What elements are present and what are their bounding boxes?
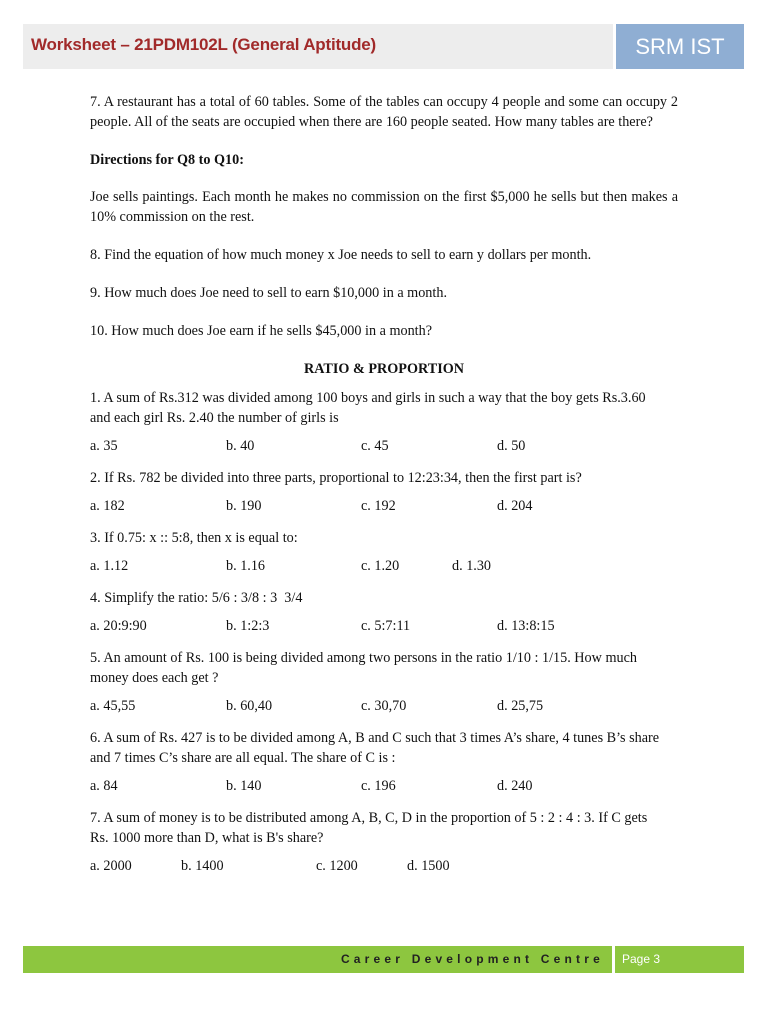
question-text: 4. Simplify the ratio: 5/6 : 3/8 : 3 3/4: [90, 590, 303, 606]
question-text: 2. If Rs. 782 be divided into three parts, proportional to 12:23:34, then the first part is?: [90, 470, 582, 486]
option-a: a. 1.12: [90, 558, 129, 574]
directions-passage: Joe sells paintings. Each month he makes no commission on the first $5,000 he sells but then makes a 10% commission on the rest.: [90, 189, 678, 225]
option-b: b. 1:2:3: [226, 618, 270, 634]
question-text: 6. A sum of Rs. 427 is to be divided among A, B and C such that 3 times A’s share, 4 tunes B’s share and 7 times C’s share are all equal. The share of C is :: [90, 730, 660, 766]
option-a: a. 20:9:90: [90, 618, 147, 634]
ratio-question-4: [90, 588, 678, 638]
option-d: d. 1500: [407, 858, 450, 874]
option-c: c. 30,70: [361, 698, 407, 714]
ratio-question-7: [90, 808, 678, 878]
option-b: b. 1400: [181, 858, 224, 874]
page-header: [23, 24, 744, 69]
answer-options: [90, 498, 678, 518]
answer-options: [90, 858, 678, 878]
answer-options: [90, 698, 678, 718]
option-d: d. 240: [497, 778, 533, 794]
option-c: c. 1200: [316, 858, 358, 874]
ratio-question-6: [90, 728, 678, 798]
ratio-question-5: [90, 648, 678, 718]
career-centre-label: Career Development Centre: [340, 952, 604, 966]
page-footer: [23, 946, 744, 973]
option-b: b. 140: [226, 778, 262, 794]
question-8-text: 8. Find the equation of how much money x Joe needs to sell to earn y dollars per month.: [90, 247, 592, 263]
directions-heading: Directions for Q8 to Q10:: [90, 152, 244, 168]
ratio-question-1: [90, 388, 678, 458]
question-9-text: 9. How much does Joe need to sell to earn $10,000 in a month.: [90, 285, 447, 301]
option-b: b. 190: [226, 498, 262, 514]
option-c: c. 196: [361, 778, 396, 794]
answer-options: [90, 778, 678, 798]
answer-options: [90, 618, 678, 638]
question-10-text: 10. How much does Joe earn if he sells $45,000 in a month?: [90, 323, 433, 339]
option-c: c. 45: [361, 438, 389, 454]
option-d: d. 1.30: [452, 558, 492, 574]
section-title: RATIO & PROPORTION: [303, 361, 465, 377]
option-b: b. 40: [226, 438, 255, 454]
question-text: 1. A sum of Rs.312 was divided among 100 boys and girls in such a way that the boy gets Rs.3.60 and each girl Rs. 2.40 the number of girls is: [90, 390, 646, 426]
option-a: a. 35: [90, 438, 118, 454]
option-d: d. 13:8:15: [497, 618, 555, 634]
question-text: 7. A sum of money is to be distributed among A, B, C, D in the proportion of 5 : 2 : 4 : 3. If C gets Rs. 1000 more than D, what is B's share?: [90, 810, 648, 846]
ratio-question-2: [90, 468, 678, 518]
option-a: a. 84: [90, 778, 118, 794]
option-c: c. 1.20: [361, 558, 400, 574]
ratio-question-3: [90, 528, 678, 578]
institution-brand: SRM IST: [613, 24, 744, 69]
option-a: a. 182: [90, 498, 125, 514]
question-7-text: 7. A restaurant has a total of 60 tables. Some of the tables can occupy 4 people and some can occupy 2 people. All of the seats are occupied when there are 160 people seated. How many tables are there?: [90, 94, 678, 130]
option-d: d. 204: [497, 498, 533, 514]
option-b: b. 60,40: [226, 698, 273, 714]
option-d: d. 50: [497, 438, 526, 454]
question-text: 3. If 0.75: x :: 5:8, then x is equal to:: [90, 530, 298, 546]
option-a: a. 45,55: [90, 698, 136, 714]
answer-options: [90, 558, 678, 578]
answer-options: [90, 438, 678, 458]
worksheet-content: [90, 92, 678, 878]
page-number: Page 3: [612, 946, 744, 973]
option-c: c. 5:7:11: [361, 618, 411, 634]
question-text: 5. An amount of Rs. 100 is being divided among two persons in the ratio 1/10 : 1/15. How much money does each get ?: [90, 650, 637, 686]
option-b: b. 1.16: [226, 558, 266, 574]
option-d: d. 25,75: [497, 698, 544, 714]
option-a: a. 2000: [90, 858, 132, 874]
option-c: c. 192: [361, 498, 396, 514]
worksheet-title: Worksheet – 21PDM102L (General Aptitude): [31, 35, 377, 54]
